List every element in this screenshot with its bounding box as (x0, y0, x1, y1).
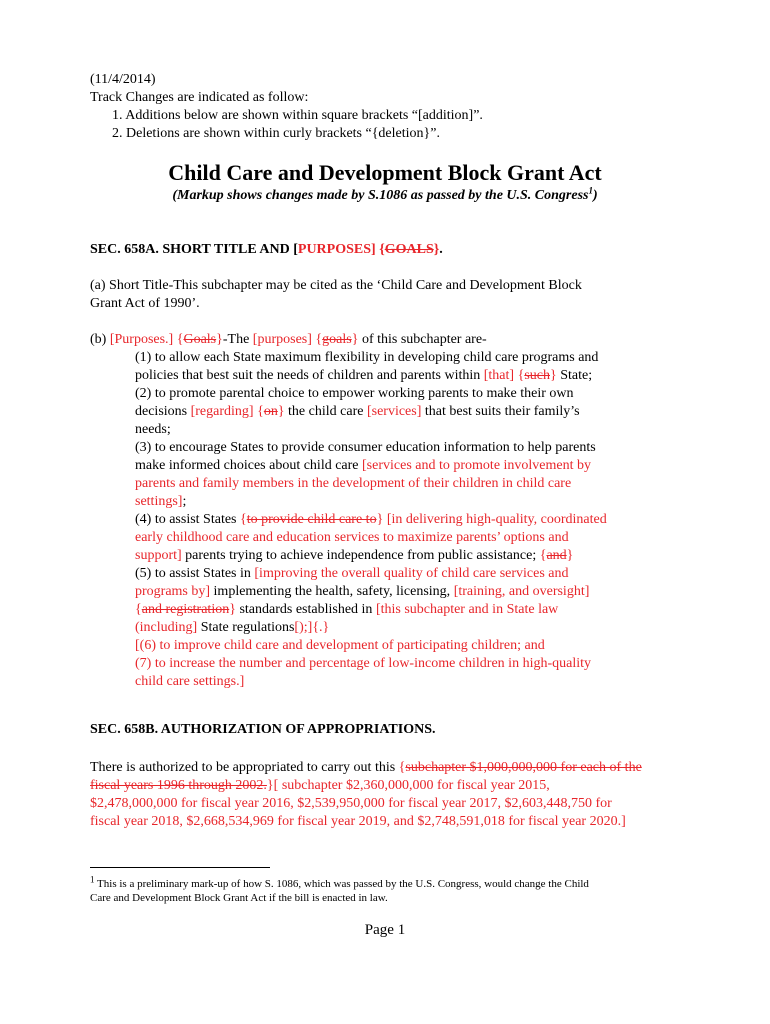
brace: { (173, 332, 184, 347)
track-changes-intro: Track Changes are indicated as follow: (90, 90, 309, 105)
text: that best suits their family’s (421, 404, 580, 419)
addition: [);] (294, 620, 313, 635)
heading-end: . (439, 242, 443, 257)
deletion: such (524, 368, 550, 383)
item-1-line1: (1) to allow each State maximum flexibility in developing child care programs and (135, 350, 599, 365)
addition: [that] (483, 368, 515, 383)
deletion: and registration (141, 602, 230, 617)
addition: [purposes] (252, 332, 312, 347)
section-658b-heading: SEC. 658B. AUTHORIZATION OF APPROPRIATIONS. (90, 722, 436, 737)
addition: [regarding] (190, 404, 254, 419)
text: There is authorized to be appropriated to carry out this (90, 760, 399, 775)
brace: } (549, 368, 557, 383)
appropriations-line4: fiscal year 2018, $2,668,534,969 for fiscal year 2019, and $2,748,591,018 for fiscal year 2020.] (90, 814, 626, 829)
addition: [training, and oversight] (453, 584, 590, 599)
legend-item-additions: 1. Additions below are shown within square brackets “[addition]”. (112, 108, 483, 123)
text: policies that best suit the needs of children and parents within (135, 368, 484, 383)
item-3-line3: parents and family members in the development of their children in child care (135, 476, 572, 491)
page-number: Page 1 (364, 922, 406, 938)
appropriations-line2 (90, 777, 550, 794)
item-6: [(6) to improve child care and development of participating children; and (135, 638, 545, 653)
brace: } (216, 332, 223, 347)
brace: { (135, 602, 142, 617)
brace: } (376, 512, 384, 527)
item-5-line2 (135, 583, 589, 600)
brace: } (433, 242, 440, 257)
deletion: {.} (312, 620, 330, 635)
item-3-line4 (135, 493, 186, 510)
text: (4) to assist States (135, 512, 240, 527)
subtitle-text: (Markup shows changes made by S.1086 as passed by the U.S. Congress (172, 188, 589, 203)
deletion: fiscal years 1996 through 2002. (90, 778, 267, 793)
addition: [Purposes.] (109, 332, 174, 347)
footnote-text: This is a preliminary mark-up of how S. 1086, which was passed by the U.S. Congress, would change the Child (94, 878, 589, 890)
subsection-a-line2: Grant Act of 1990’. (90, 296, 200, 311)
deletion: goals (322, 332, 352, 347)
brace: } (229, 602, 236, 617)
brace: { (311, 332, 323, 347)
item-1-line2 (135, 367, 592, 384)
text: standards established in (235, 602, 376, 617)
text: ; (182, 494, 187, 509)
item-7-line2: child care settings.] (135, 674, 245, 689)
addition: [services and to promote involvement by (362, 458, 592, 473)
section-658a-heading (90, 241, 443, 258)
document-title: Child Care and Development Block Grant Act (168, 160, 602, 185)
text: State regulations (197, 620, 295, 635)
text: -The (222, 332, 253, 347)
addition: settings] (135, 494, 183, 509)
item-7-line1: (7) to increase the number and percentage of low-income children in high-quality (135, 656, 591, 671)
text: implementing the health, safety, licensing, (210, 584, 454, 599)
addition: [this subchapter and in State law (375, 602, 559, 617)
item-4-line1 (135, 511, 607, 528)
item-4-line3 (135, 547, 573, 564)
appropriations-line3: $2,478,000,000 for fiscal year 2016, $2,539,950,000 for fiscal year 2017, $2,603,448,750 for (90, 796, 612, 811)
subsection-b-intro (90, 331, 487, 348)
addition: [in delivering high-quality, coordinated (383, 512, 607, 527)
footnote-rule (90, 867, 270, 868)
item-2-line1: (2) to promote parental choice to empower working parents to make their own (135, 386, 574, 401)
addition: (including] (135, 620, 198, 635)
addition: programs by] (135, 584, 211, 599)
addition-purposes: PURPOSES] (297, 242, 376, 257)
brace: { (398, 760, 406, 775)
footnote-ref: 1 (588, 185, 593, 196)
addition: [ subchapter $2,360,000,000 for fiscal year 2015, (273, 778, 550, 793)
brace: { (514, 368, 525, 383)
brace: { (375, 242, 385, 257)
deletion: Goals (183, 332, 217, 347)
text: of this subchapter are- (358, 332, 487, 347)
deletion: to provide child care to (246, 512, 377, 527)
item-5-line1 (135, 565, 569, 582)
item-5-line3 (135, 601, 558, 618)
brace: { (539, 548, 547, 563)
deletion: on (263, 404, 278, 419)
item-3-line2 (135, 457, 591, 474)
brace: } (266, 778, 274, 793)
text: State; (556, 368, 593, 383)
text: the child care (284, 404, 367, 419)
document-subtitle (0, 187, 770, 204)
date-line: (11/4/2014) (90, 72, 156, 87)
item-4-line2: early childhood care and education services to maximize parents’ options and (135, 530, 569, 545)
item-3-line1: (3) to encourage States to provide consumer education information to help parents (135, 440, 596, 455)
item-2-line3: needs; (135, 422, 171, 437)
text: make informed choices about child care (135, 458, 363, 473)
legend-item-deletions: 2. Deletions are shown within curly brackets “{deletion}”. (112, 126, 440, 141)
heading-text: SEC. 658A. SHORT TITLE AND [ (90, 242, 298, 257)
deletion: subchapter $1,000,000,000 for each of the (405, 760, 642, 775)
footnote-line2: Care and Development Block Grant Act if the bill is enacted in law. (90, 892, 388, 904)
text: (5) to assist States in (135, 566, 255, 581)
item-5-line4 (135, 619, 329, 636)
footnote-line1 (90, 874, 589, 891)
deletion: and (546, 548, 567, 563)
brace: { (240, 512, 247, 527)
appropriations-line1 (90, 759, 642, 776)
brace: } (566, 548, 574, 563)
item-2-line2 (135, 403, 580, 420)
text: parents trying to achieve independence from public assistance; (181, 548, 540, 563)
brace: { (253, 404, 264, 419)
brace: } (277, 404, 285, 419)
text: decisions (135, 404, 191, 419)
subtitle-end: ) (593, 188, 598, 203)
brace: } (351, 332, 359, 347)
addition: [services] (366, 404, 422, 419)
addition: [improving the overall quality of child care services and (254, 566, 569, 581)
addition: support] (135, 548, 182, 563)
subsection-a-line1: (a) Short Title-This subchapter may be cited as the ‘Child Care and Development Block (90, 278, 582, 293)
deletion-goals: GOALS (384, 242, 434, 257)
footnote-mark: 1 (90, 874, 95, 885)
text: (b) (90, 332, 110, 347)
